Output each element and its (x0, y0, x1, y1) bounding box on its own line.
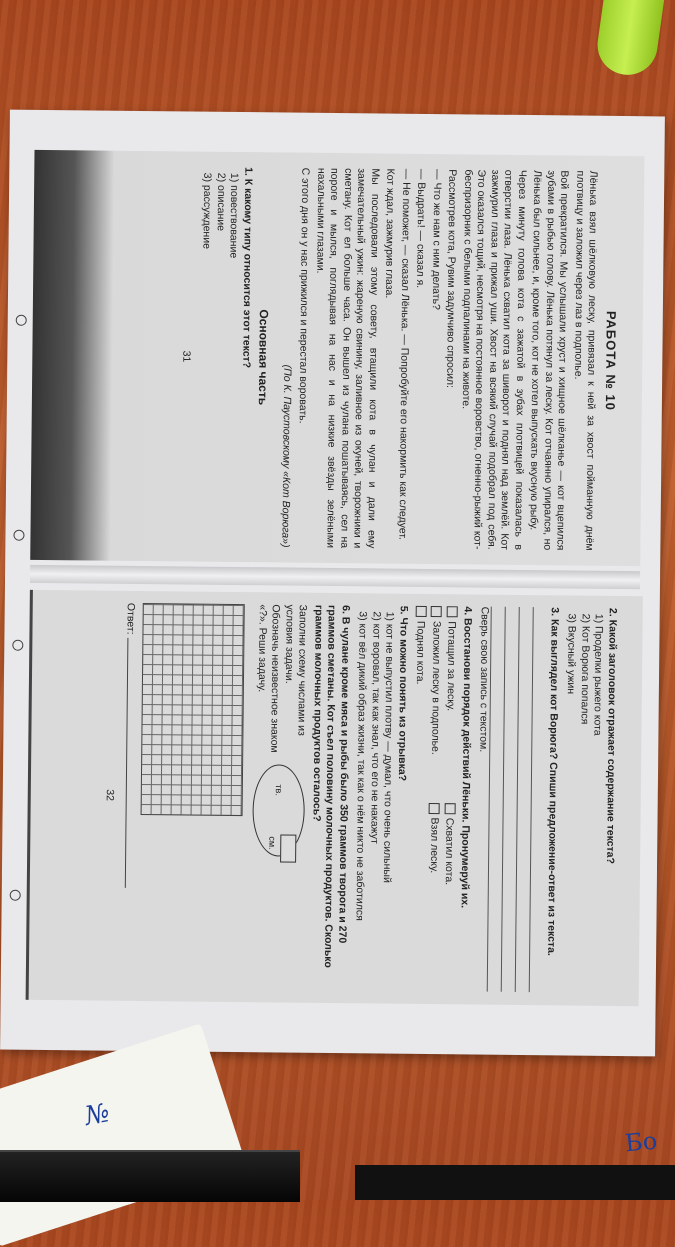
q6-instruction: Заполни схему числами из условия задачи. Обозначь неизвестное знаком «?». Реши задачу. (255, 604, 310, 753)
story-paragraph: — Не поможет, — сказал Лёнька. — Попробуйте его накормить как следует. (396, 168, 413, 540)
question-1: 1. К какому типу относится этот текст? (240, 167, 255, 369)
hole-punch-circle (10, 890, 21, 901)
green-marker (594, 0, 667, 79)
number-box[interactable] (444, 803, 455, 814)
story-paragraph: — Что же нам с ним делать? (429, 169, 444, 310)
answer-line[interactable]: Ответ: (120, 603, 138, 988)
solution-grid[interactable] (141, 603, 245, 816)
question-5: 5. Что можно понять из отрывка? (395, 605, 410, 782)
q4-step[interactable]: Потащил за леску. (443, 606, 458, 795)
q5-option: 1) кот не выпустил плотву — думал, что очень сильный (381, 611, 397, 883)
phone-edge (0, 1150, 300, 1202)
workbook-spread (0, 110, 665, 1057)
story-paragraph: Мы последовали этому совету, втащили кота в чулан и дали ему замечательный ужин: жареную свинину, заливное из окуней, творожники и сметану. Кот ел больше часа. Он вышел из чулана пошатываясь, сел на пороге и мылся, поглядывая на нас и на низкие звёзды зелёными нахальными глазами. (314, 167, 382, 549)
page-number: 31 (180, 350, 193, 363)
question-6: 6. В чулане кроме мяса и рыбы было 350 граммов творога и 270 граммов сметаны. Кот съел половину молочных продуктов. Сколько граммов молочных продуктов осталось? (310, 604, 352, 968)
q4-step[interactable]: Заложил леску в подполье. (427, 606, 442, 795)
q1-option: 3) рассуждение (200, 172, 214, 250)
answer-lines[interactable] (487, 607, 547, 993)
story-paragraph: Кот ждал, зажмурив глаза. (383, 168, 397, 299)
story-paragraph: Лёнька взял шёлковую леску, привязал к ней за хвост пойманную днём плотвицу и заложил через лаз в подполье. (572, 170, 600, 551)
hole-punch-circle (16, 315, 27, 326)
label-smetana: см. (267, 836, 278, 850)
number-box[interactable] (446, 606, 457, 617)
q1-option: 2) описание (214, 172, 228, 232)
question-3: 3. Как выглядел кот Ворюга? Спиши предложение-ответ из текста. (545, 607, 561, 956)
page-number: 32 (103, 789, 116, 802)
story-source: (По К. Паустовскому «Кот Ворюга») (279, 364, 294, 548)
check-note: Сверь свою запись с текстом. (477, 606, 492, 753)
page-31-content (75, 165, 619, 551)
q4-step[interactable]: Поднял кота. (412, 606, 427, 795)
story-paragraph: Через минуту голова кота с зажатой в зубах плотвицей показалась в отверстии лаза. Лёнька схватил кота за шиворот и поднял над землёй. Кот зажмурил глаза и прижал уши. Хвост на всякий случай подобрал под себя. Это оказался тощий, несмотря на постоянное воровство, огненно-рыжий кот-беспризорник с белыми подпалинами на животе. (459, 169, 529, 551)
story-paragraph: Вой прекратился. Мы услышали хруст и хищное шёлканье — кот вцепился зубами в рыбью голову. Лёнька потянул за леску. Кот отчаянно упирался, но Лёнька был сильнее, и, кроме того, кот не хотел выпускать вкусную рыбу. (528, 170, 571, 551)
q2-option: 1) Проделки рыжего кота (591, 613, 606, 736)
page-32 (26, 590, 643, 1006)
work-title: РАБОТА № 10 (602, 310, 619, 412)
q1-option: 1) повествование (227, 172, 241, 259)
story-paragraph: Рассмотрев кота, Рувим задумчиво спросил: (444, 169, 459, 389)
booklet-spine (30, 565, 640, 589)
q5-option: 2) кот воровал, так как знал, что его не накажут (368, 611, 383, 844)
number-box[interactable] (429, 803, 440, 814)
q2-option: 3) Вкусный ужин (565, 613, 579, 695)
phone-edge (355, 1165, 675, 1200)
q4-step[interactable]: Схватил кота. (441, 803, 456, 992)
paper-note (0, 1023, 247, 1246)
number-box[interactable] (431, 606, 442, 617)
hole-punch-circle (12, 640, 23, 651)
page-32-content (49, 602, 623, 993)
q4-step[interactable]: Взял леску. (425, 803, 440, 992)
number-box[interactable] (415, 606, 426, 617)
scheme-oval (253, 764, 306, 857)
question-4: 4. Восстанови порядок действий Лёньки. Пронумеруй их. (458, 606, 474, 909)
scheme-rect (281, 834, 297, 862)
story-paragraph: С этого дня он у нас прижился и перестал воровать. (297, 167, 312, 424)
label-tvorog: тв. (274, 784, 285, 796)
story-paragraph: — Выдрать! — сказал я. (414, 168, 428, 289)
handwritten-mark: № (82, 1098, 113, 1132)
page-31 (30, 150, 644, 566)
handwritten-mark: Бо (623, 1126, 659, 1158)
hole-punch-circle (13, 530, 24, 541)
q4-steps (410, 606, 459, 991)
q6-scheme (245, 604, 309, 990)
q5-option: 3) кот вёл дикий образ жизни, так как о нём никто не заботился (353, 611, 370, 921)
main-part-title: Основная часть (256, 309, 272, 406)
question-2: 2. Какой заголовок отражает содержание текста? (604, 607, 619, 865)
q2-option: 2) Кот Ворюга попался (578, 613, 592, 725)
